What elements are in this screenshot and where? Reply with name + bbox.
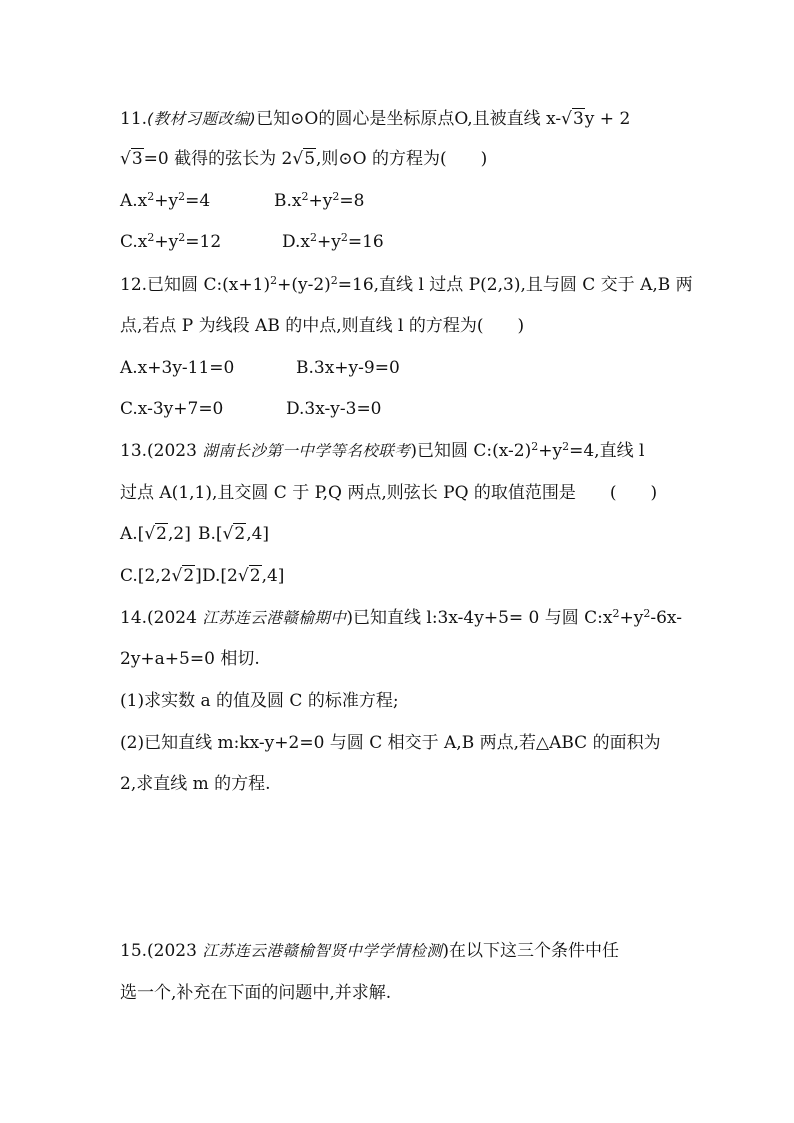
q11-option-b[interactable]: $B.x^2+y^2=8$ bbox=[274, 190, 365, 211]
q14-line2: 2y+a+5=0 相切. bbox=[120, 649, 260, 669]
q12-option-d[interactable]: D.3x-y-3=0 bbox=[286, 399, 382, 419]
q15-line2: 选一个,补充在下面的问题中,并求解. bbox=[120, 983, 392, 1003]
q13-option-d[interactable]: D.[2√2,4] bbox=[202, 566, 285, 586]
sqrt-3: √3 bbox=[120, 149, 143, 169]
q12-option-a[interactable]: A.x+3y-11=0 bbox=[120, 358, 235, 378]
q11-option-a[interactable]: $A.x^2+y^2=4$ bbox=[120, 190, 211, 211]
q12-option-c[interactable]: C.x-3y+7=0 bbox=[120, 399, 224, 419]
q11-options-ab bbox=[120, 190, 364, 212]
q12-options-ab bbox=[120, 357, 400, 379]
q13-option-b[interactable]: B.[√2,4] bbox=[198, 524, 270, 544]
q14-part1: (1)求实数 a 的值及圆 C 的标准方程; bbox=[120, 691, 399, 711]
q13-source: 湖南长沙第一中学等名校联考 bbox=[202, 442, 411, 460]
q13-line2: 过点 A(1,1),且交圆 C 于 P,Q 两点,则弦长 PQ 的取值范围是 ( ) bbox=[120, 483, 658, 503]
q13-option-a[interactable]: A.[√2,2] bbox=[120, 524, 191, 544]
q11-options-cd bbox=[120, 231, 384, 253]
q14-line1: 14.(2024 江苏连云港赣榆期中)已知直线 l:3x-4y+5= 0 与圆 $C:x^2+y^2-6x-$ bbox=[120, 607, 682, 628]
sqrt-3: √3 bbox=[561, 109, 584, 129]
q12-line2: 点,若点 P 为线段 AB 的中点,则直线 l 的方程为( ) bbox=[120, 316, 525, 336]
q12-line1: 12.已知圆 $C:(x+1)^2+(y-2)^2=16$,直线 l 过点 P(2,3),且与圆 C 交于 A,B 两 bbox=[120, 274, 693, 295]
q11-option-d[interactable]: $D.x^2+y^2=16$ bbox=[282, 231, 384, 252]
q11-source: (教材习题改编) bbox=[147, 110, 257, 128]
q14-part2-line2: 2,求直线 m 的方程. bbox=[120, 774, 271, 794]
q14-source: 江苏连云港赣榆期中 bbox=[202, 609, 347, 627]
q14-part2-line1: (2)已知直线 m:kx-y+2=0 与圆 C 相交于 A,B 两点,若△ABC 的面积为 bbox=[120, 733, 661, 753]
q13-options-cd bbox=[120, 565, 284, 587]
sqrt-5: √5 bbox=[292, 149, 316, 169]
q11-line1: 11.(教材习题改编)已知⊙O的圆心是坐标原点O,且被直线 x-√3y + 2 bbox=[120, 109, 631, 129]
q13-option-c[interactable]: C.[2,2√2] bbox=[120, 566, 202, 586]
q11-option-c[interactable]: $C.x^2+y^2=12$ bbox=[120, 231, 222, 252]
q13-line1: 13.(2023 湖南长沙第一中学等名校联考)已知圆 $C:(x-2)^2+y^2=4$,直线 l bbox=[120, 440, 645, 461]
q11-number: 11. bbox=[120, 109, 148, 129]
q15-source: 江苏连云港赣榆智贤中学学情检测 bbox=[202, 942, 443, 960]
q15-line1: 15.(2023 江苏连云港赣榆智贤中学学情检测)在以下这三个条件中任 bbox=[120, 941, 619, 961]
q11-line2: √3=0 截得的弦长为 2√5,则⊙O 的方程为( ) bbox=[120, 149, 488, 169]
q12-options-cd bbox=[120, 398, 382, 420]
q13-options-ab bbox=[120, 523, 269, 545]
q12-option-b[interactable]: B.3x+y-9=0 bbox=[296, 358, 400, 378]
